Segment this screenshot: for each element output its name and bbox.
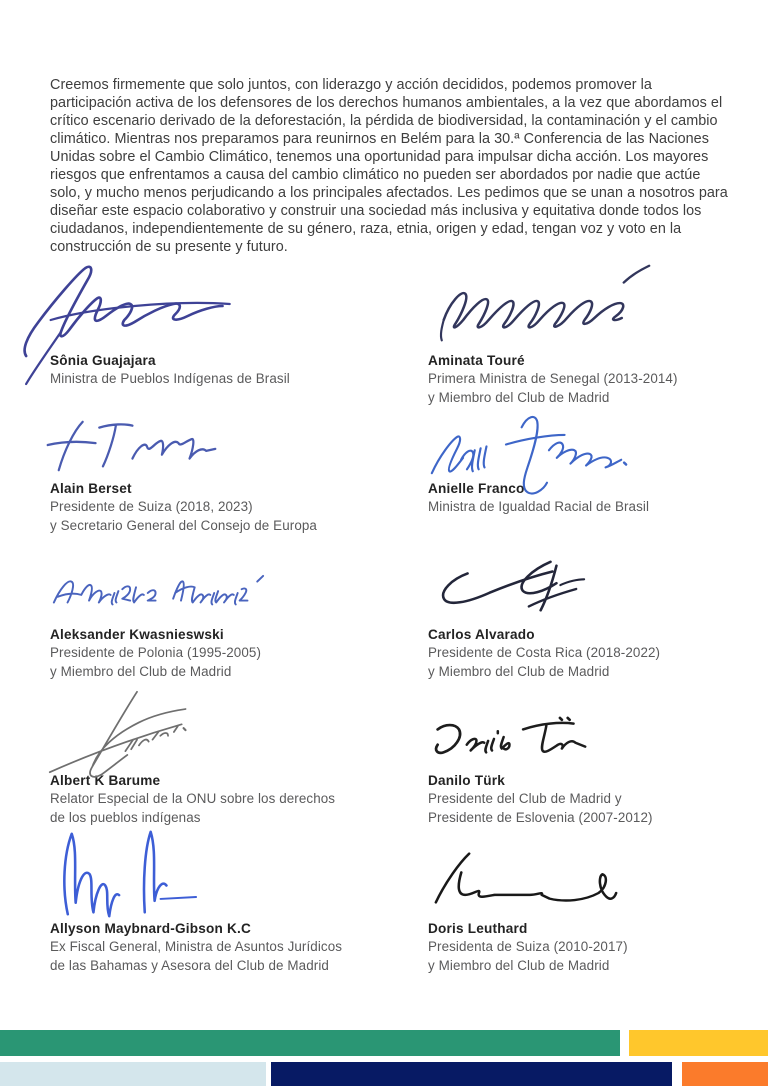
signatory-title-line: Presidente de Eslovenia (2007-2012)	[428, 809, 653, 825]
footer-bar-yellow	[629, 1030, 768, 1056]
signature-block-anielle-franco	[428, 480, 768, 517]
declaration-paragraph: Creemos firmemente que solo juntos, con liderazgo y acción decididos, podemos promover la participación activa de los defensores de los derechos humanos ambientales, a la vez que abordamos el crítico escenario derivado de la deforestación, la pérdida de biodiversidad, la contaminación y el cambio climático. Mientras nos preparamos para reunirnos en Belém para la 30.ª Conferencia de las Naciones Unidas sobre el Cambio Climático, tenemos una oportunidad para impulsar dicha acción. Los mayores riesgos que enfrentamos a causa del cambio climático no pueden ser abordados por nadie que actúe solo, y mucho menos perjudicando a los principales afectados. Les pedimos que se unan a nosotros para diseñar este espacio colaborativo y construir una sociedad más inclusiva y equitativa donde todos los ciudadanos, independientemente de su género, raza, etnia, origen y edad, tengan voz y voto en la construcción de su presente y futuro.	[50, 77, 728, 255]
footer-bar-navy	[271, 1062, 672, 1086]
signature-block-danilo-turk	[428, 772, 768, 827]
signature-image	[432, 262, 657, 346]
signature-image	[48, 574, 268, 612]
signatory-title-line: de las Bahamas y Asesora del Club de Madrid	[50, 957, 329, 973]
signatory-name: Anielle Franco	[428, 481, 525, 496]
signature-block-sonia-guajajara	[50, 352, 402, 389]
signature-block-allyson-maybnard-gibson	[50, 920, 402, 975]
signature-image	[44, 416, 219, 476]
signatory-name: Carlos Alvarado	[428, 627, 535, 642]
signatory-title-line: y Miembro del Club de Madrid	[428, 663, 610, 679]
signatory-name: Allyson Maybnard-Gibson K.C	[50, 921, 252, 936]
signatory-title-line: y Miembro del Club de Madrid	[50, 663, 232, 679]
signature-block-aleksander-kwasnieswski	[50, 626, 402, 681]
footer-bar-lightblue	[0, 1062, 266, 1086]
signatory-title-line: Ex Fiscal General, Ministra de Asuntos Jurídicos	[50, 939, 343, 954]
signature-block-aminata-toure	[428, 352, 768, 407]
signature-image	[434, 556, 592, 620]
signature-block-albert-k-barume	[50, 772, 402, 827]
signatory-title-line: Ministra de Igualdad Racial de Brasil	[428, 499, 650, 514]
signatory-title-line: Presidenta de Suiza (2010-2017)	[428, 939, 628, 954]
signatory-title-line: Presidente de Costa Rica (2018-2022)	[428, 645, 661, 660]
signatory-name: Albert K Barume	[50, 773, 161, 788]
signature-block-alain-berset	[50, 480, 402, 535]
signatory-name: Doris Leuthard	[428, 921, 528, 936]
signatory-title-line: Presidente del Club de Madrid y	[428, 791, 622, 806]
signatory-title-line: Ministra de Pueblos Indígenas de Brasil	[50, 371, 290, 386]
signature-image	[426, 716, 591, 760]
signatory-title-line: de los pueblos indígenas	[50, 809, 201, 825]
signature-image	[42, 688, 202, 776]
signatory-title-line: Presidente de Polonia (1995-2005)	[50, 645, 261, 660]
signatory-title-line: Presidente de Suiza (2018, 2023)	[50, 499, 253, 514]
signature-image	[52, 828, 200, 920]
signatory-title-line: y Miembro del Club de Madrid	[428, 389, 610, 405]
signature-image	[428, 848, 624, 908]
signatory-title-line: y Miembro del Club de Madrid	[428, 957, 610, 973]
signatory-title-line: y Secretario General del Consejo de Europa	[50, 517, 317, 533]
signature-block-doris-leuthard	[428, 920, 768, 975]
footer-bar-orange	[682, 1062, 768, 1086]
footer-bar-green	[0, 1030, 620, 1056]
signatory-title-line: Relator Especial de la ONU sobre los derechos	[50, 791, 336, 806]
signature-block-carlos-alvarado	[428, 626, 768, 681]
signatory-name: Alain Berset	[50, 481, 132, 496]
signatory-name: Danilo Türk	[428, 773, 505, 788]
signatory-name: Aleksander Kwasnieswski	[50, 627, 224, 642]
signatory-title-line: Primera Ministra de Senegal (2013-2014)	[428, 371, 678, 386]
signatory-name: Aminata Touré	[428, 353, 525, 368]
signatory-name: Sônia Guajajara	[50, 353, 156, 368]
